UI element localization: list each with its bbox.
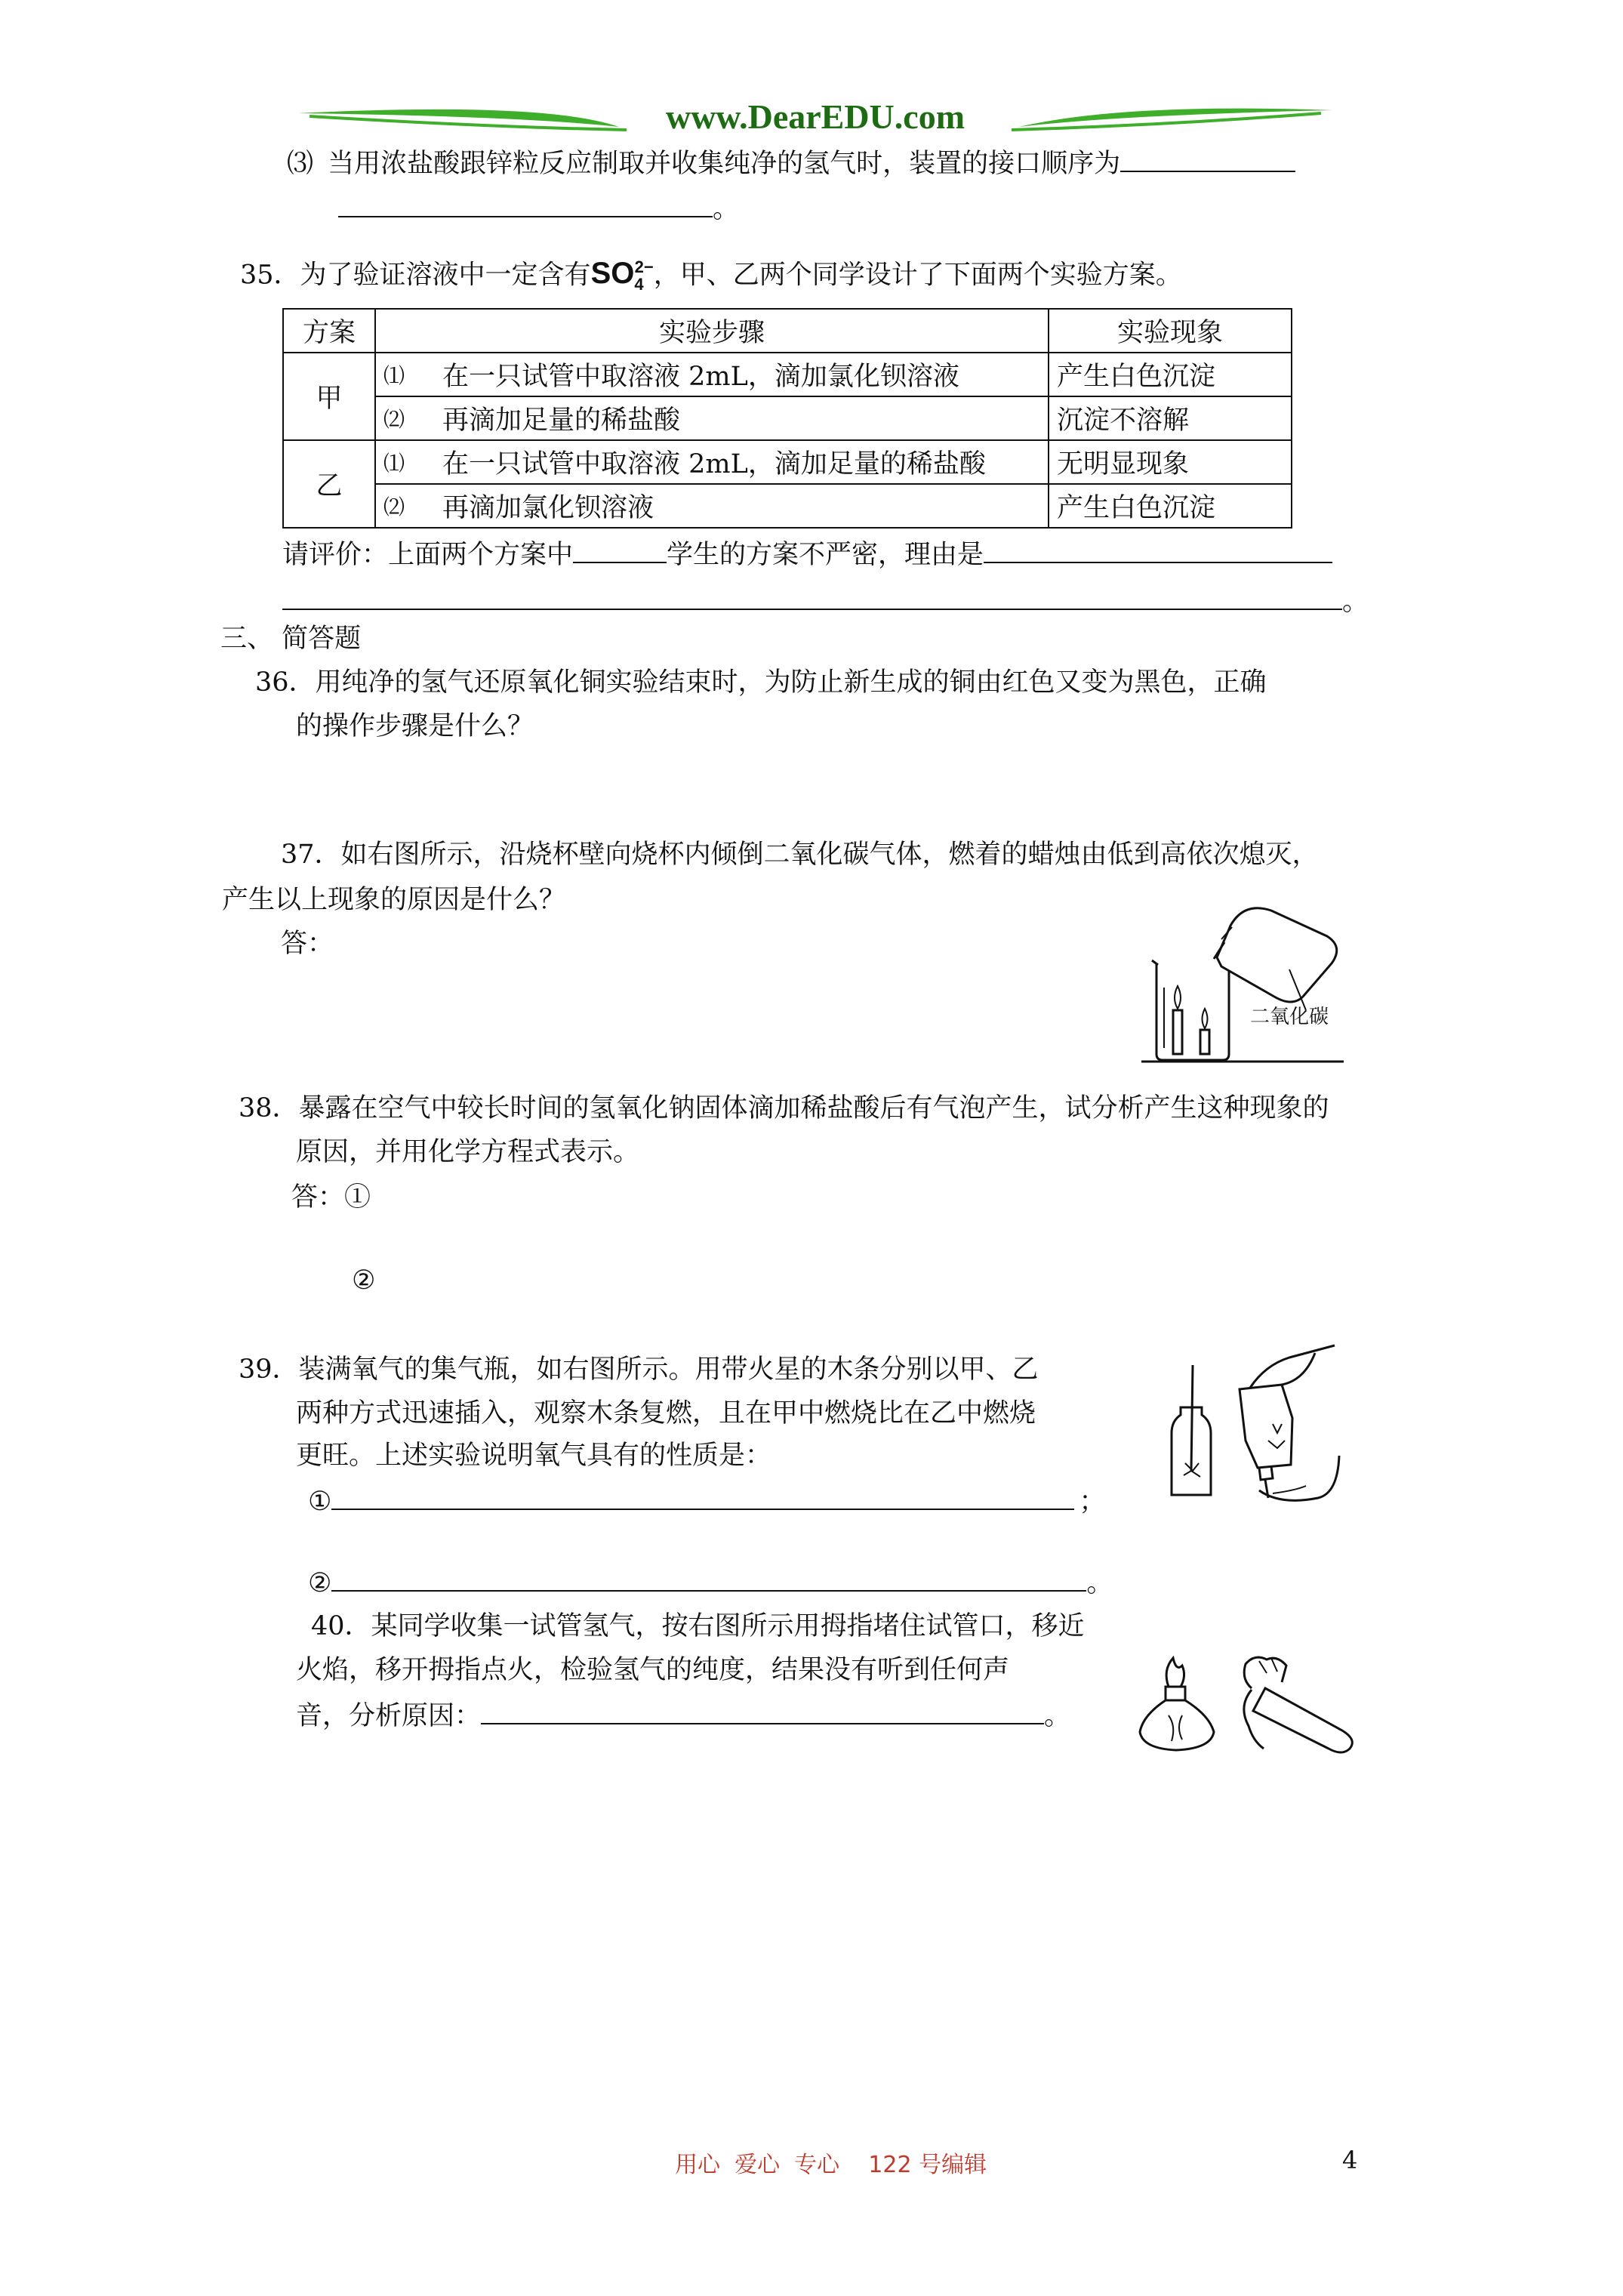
q40-line1: 40．某同学收集一试管氢气，按右图所示用拇指堵住试管口，移近 [311,1611,1085,1641]
step-text: 在一只试管中取溶液 2mL，滴加氯化钡溶液 [435,353,1049,396]
q39-item2: ② 。 [308,1563,1113,1601]
answer-blank[interactable] [338,189,713,217]
q37-figure [1141,897,1345,1063]
q39-line1: 39．装满氧气的集气瓶，如右图所示。用带火星的木条分别以甲、乙 [239,1354,1039,1385]
page-number: 4 [1342,2146,1358,2174]
q39-figure [1167,1342,1341,1505]
step-text: 再滴加氯化钡溶液 [435,484,1049,528]
footer-text: 用心 爱心 专心 122 号编辑 [675,2152,987,2178]
q35-evaluation: 请评价：上面两个方案中 学生的方案不严密，理由是 [282,535,1332,573]
plan-name: 甲 [283,353,375,440]
result-text: 产生白色沉淀 [1049,484,1292,528]
table-header-row [283,309,1292,353]
answer-blank[interactable] [1120,143,1295,172]
q38-line2: 原因，并用化学方程式表示。 [296,1137,640,1167]
result-text: 产生白色沉淀 [1049,353,1292,396]
answer-blank[interactable] [282,581,1342,610]
q36-line2: 的操作步骤是什么？ [296,711,534,741]
table-row: ⑵ 再滴加氯化钡溶液 产生白色沉淀 [283,484,1292,528]
step-text: 再滴加足量的稀盐酸 [435,396,1049,440]
figure-label: 二氧化碳 [1250,1006,1329,1028]
gas-jar-splint-icon [1167,1342,1341,1505]
q36-line1: 36．用纯净的氢气还原氧化铜实验结束时，为防止新生成的铜由红色又变为黑色，正确 [255,667,1267,698]
answer-blank[interactable] [573,535,667,563]
plan-name: 乙 [283,440,375,528]
site-name: www.DearEDU.com [665,97,965,136]
q38-answer-2: ② [352,1265,376,1296]
q35-prompt: 35．为了验证溶液中一定含有$SO_4^{2-}$，甲、乙两个同学设计了下面两个实验方案。 [240,257,1182,294]
answer-blank[interactable] [331,1563,1086,1592]
q39-item1: ① ； [308,1481,1105,1520]
q38-line1: 38．暴露在空气中较长时间的氢氧化钠固体滴加稀盐酸后有气泡产生，试分析产生这种现象的 [239,1093,1329,1123]
experiment-table [282,308,1292,529]
table-row: ⑵ 再滴加足量的稀盐酸 沉淀不溶解 [283,396,1292,440]
q40-line3: 音，分析原因： 。 [296,1696,1070,1734]
q37-line1: 37．如右图所示，沿烧杯壁向烧杯内倾倒二氧化碳气体，燃着的蜡烛由低到高依次熄灭， [281,840,1319,870]
q37-line2: 产生以上现象的原因是什么？ [222,885,566,915]
table-row: 甲 ⑴ 在一只试管中取溶液 2mL，滴加氯化钡溶液 产生白色沉淀 [283,353,1292,396]
header-plan: 方案 [283,309,375,353]
question-text: 当用浓盐酸跟锌粒反应制取并收集纯净的氢气时，装置的接口顺序为 [328,149,1121,179]
header-banner [294,97,1336,142]
answer-blank[interactable] [984,535,1332,563]
section-title: 三、 简答题 [220,624,362,654]
table-row: 乙 ⑴ 在一只试管中取溶液 2mL，滴加足量的稀盐酸 无明显现象 [283,440,1292,484]
q34-item3 [287,143,1295,182]
q34-item3-cont: 。 [338,189,739,227]
header-result: 实验现象 [1049,309,1292,353]
q39-line2: 两种方式迅速插入，观察木条复燃，且在甲中燃烧比在乙中燃烧 [296,1398,1036,1428]
step-text: 在一只试管中取溶液 2mL，滴加足量的稀盐酸 [435,440,1049,484]
answer-blank[interactable] [331,1481,1074,1510]
q35-evaluation-cont: 。 [282,581,1369,620]
q37-answer: 答： [281,929,334,959]
alcohol-lamp-test-tube-icon [1138,1643,1365,1755]
q39-line3: 更旺。上述实验说明氧气具有的性质是： [296,1441,772,1471]
q40-line2: 火焰，移开拇指点火，检验氢气的纯度，结果没有听到任何声 [296,1655,1010,1685]
q38-answer: 答：① [291,1182,371,1213]
header-steps: 实验步骤 [375,309,1049,353]
result-text: 无明显现象 [1049,440,1292,484]
q40-figure [1138,1643,1365,1755]
item-number: ⑶ [287,149,314,179]
question-number: 35． [240,260,300,291]
answer-blank[interactable] [481,1696,1044,1724]
co2-beaker-candles-icon [1141,897,1345,1063]
result-text: 沉淀不溶解 [1049,396,1292,440]
sulfate-ion: $SO_4^{2-}$ [590,257,654,294]
